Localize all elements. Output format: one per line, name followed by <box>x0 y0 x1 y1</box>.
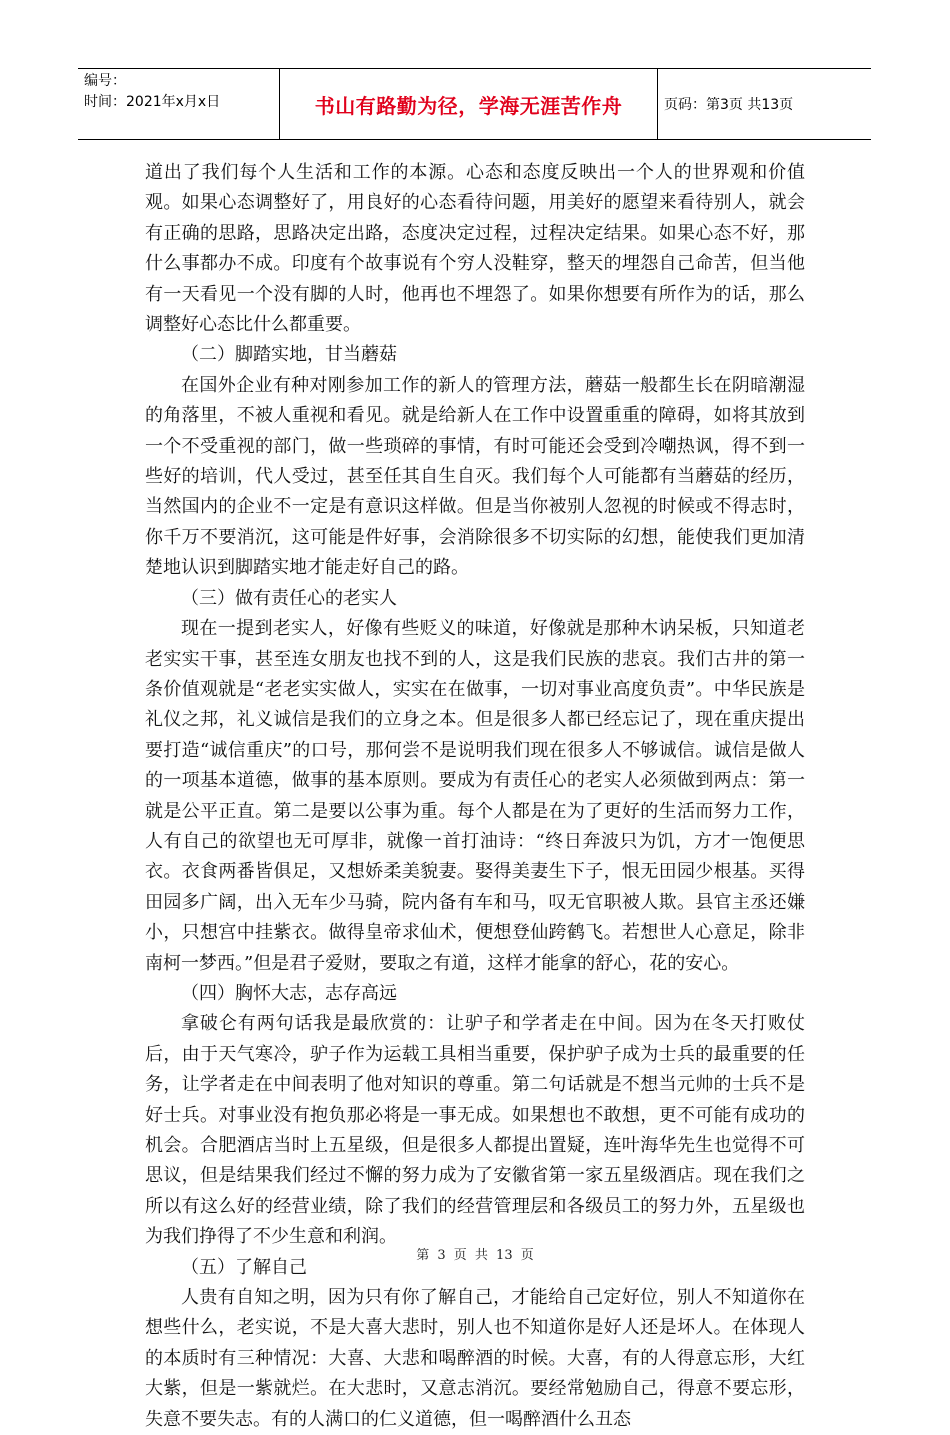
paragraph-2: 在国外企业有种对刚参加工作的新人的管理方法，蘑菇一般都生长在阴暗潮湿的角落里，不被人重视和看见。就是给新人在工作中设置重重的障碍，如将其放到一个不受重视的部门，做一些琐碎的事情，有时可能还会受到冷嘲热讽，得不到一些好的培训，代人受过，甚至任其自生自灭。我们每个人可能都有当蘑菇的经历，当然国内的企业不一定是有意识这样做。但是当你被别人忽视的时候或不得志时，你千万不要消沉，这可能是件好事，会消除很多不切实际的幻想，能使我们更加清楚地认识到脚踏实地才能走好自己的路。 <box>145 374 805 579</box>
header-info <box>78 69 280 139</box>
section-heading-3: （三）做有责任心的老实人 <box>181 587 397 609</box>
header-motto: 书山有路勤为径，学海无涯苦作舟 <box>280 69 658 139</box>
section-heading-2: （二）脚踏实地，甘当蘑菇 <box>181 344 397 366</box>
document-number-label: 编号： <box>84 73 126 89</box>
page-header <box>78 68 871 140</box>
paragraph-4: 拿破仑有两句话我是最欣赏的：让驴子和学者走在中间。因为在冬天打败仗后，由于天气寒冷，驴子作为运载工具相当重要，保护驴子成为士兵的最重要的任务，让学者走在中间表明了他对知识的尊重。第二句话就是不想当元帅的士兵不是好士兵。对事业没有抱负那必将是一事无成。如果想也不敢想，更不可能有成功的机会。合肥酒店当时上五星级，但是很多人都提出置疑，连叶海华先生也觉得不可思议，但是结果我们经过不懈的努力成为了安徽省第一家五星级酒店。现在我们之所以有这么好的经营业绩，除了我们的经营管理层和各级员工的努力外，五星级也为我们挣得了不少生意和利润。 <box>145 1013 805 1248</box>
section-heading-5: （五）了解自己 <box>181 1256 307 1278</box>
paragraph-5: 人贵有自知之明，因为只有你了解自己，才能给自己定好位，别人不知道你在想些什么，老实说，不是大喜大悲时，别人也不知道你是好人还是坏人。在体现人的本质时有三种情况：大喜、大悲和喝醉酒的时候。大喜，有的人得意忘形，大红大紫，但是一紫就烂。在大悲时，又意志消沉。要经常勉励自己，得意不要忘形，失意不要失志。有的人满口的仁义道德，但一喝醉酒什么丑态 <box>145 1287 805 1430</box>
page-footer: 第 3 页 共 13 页 <box>416 1248 534 1263</box>
paragraph-3: 现在一提到老实人，好像有些贬义的味道，好像就是那种木讷呆板，只知道老老实实干事，甚至连女朋友也找不到的人，这是我们民族的悲哀。我们古井的第一条价值观就是“老老实实做人，实实在在做事，一切对事业高度负责”。中华民族是礼仪之邦，礼义诚信是我们的立身之本。但是很多人都已经忘记了，现在重庆提出要打造“诚信重庆”的口号，那何尝不是说明我们现在很多人不够诚信。诚信是做人的一项基本道德，做事的基本原则。要成为有责任心的老实人必须做到两点：第一就是公平正直。第二是要以公事为重。每个人都是在为了更好的生活而努力工作，人有自己的欲望也无可厚非，就像一首打油诗：“终日奔波只为饥，方才一饱便思衣。衣食两番皆俱足，又想娇柔美貌妻。娶得美妻生下子，恨无田园少根基。买得田园多广阔，出入无车少马骑，院内备有车和马，叹无官职被人欺。县官主丞还嫌小，只想宫中挂紫衣。做得皇帝求仙术，便想登仙跨鹤飞。若想世人心意足，除非南柯一梦西。”但是君子爱财，要取之有道，这样才能拿的舒心，花的安心。 <box>145 618 805 974</box>
header-page-label: 页码：第3页 共13页 <box>664 97 794 113</box>
section-heading-4: （四）胸怀大志，志存高远 <box>181 982 397 1004</box>
document-date-label: 时间：2021年x月x日 <box>84 94 221 110</box>
paragraph-1: 道出了我们每个人生活和工作的本源。心态和态度反映出一个人的世界观和价值观。如果心态调整好了，用良好的心态看待问题，用美好的愿望来看待别人，就会有正确的思路，思路决定出路，态度决定过程，过程决定结果。如果心态不好，那什么事都办不成。印度有个故事说有个穷人没鞋穿，整天的埋怨自己命苦，但当他有一天看见一个没有脚的人时，他再也不埋怨了。如果你想要有所作为的话，那么调整好心态比什么都重要。 <box>145 162 805 336</box>
